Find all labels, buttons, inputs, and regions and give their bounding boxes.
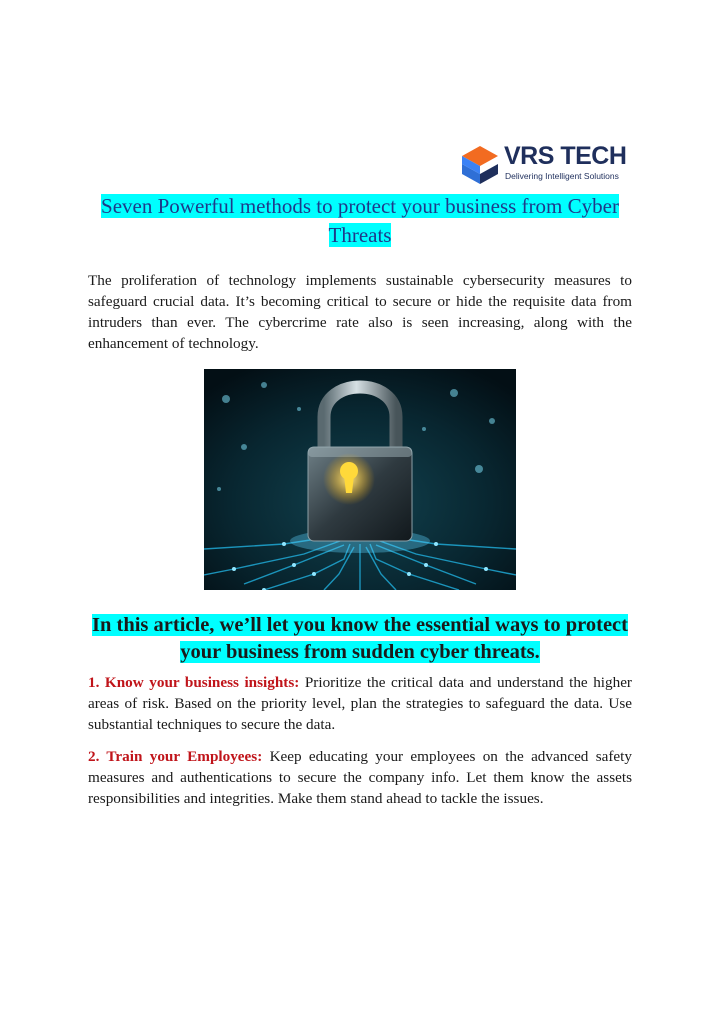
section-subheading-text: In this article, we’ll let you know the essential ways to protect your business from sudden cyber threats. (92, 614, 628, 663)
page-title (88, 192, 632, 250)
brand-name: VRS TECH (504, 142, 627, 170)
section-subheading (92, 612, 628, 666)
point-1 (88, 672, 632, 735)
point-1-text: Prioritize the critical data and understand the higher areas of risk. Based on the priority level, plan the strategies to safeguard the data. Use substantial techniques to secure the data. (88, 674, 632, 733)
vrs-logo-icon (460, 142, 500, 186)
point-1-label: 1. Know your business insights: (88, 674, 300, 691)
padlock-circuit-image (204, 369, 516, 590)
point-2 (88, 746, 632, 809)
point-2-label: 2. Train your Employees: (88, 748, 263, 765)
point-2-text: Keep educating your employees on the advanced safety measures and authentications to secure the company info. Let them know the assets responsibilities and integrities. Make them stand ahead to tackle the issues. (88, 748, 632, 807)
intro-paragraph: The proliferation of technology implements sustainable cybersecurity measures to safeguard crucial data. It’s becoming critical to secure or hide the requisite data from intruders than ever. The cybercrime rate also is seen increasing, along with the enhancement of technology. (88, 272, 632, 352)
page-title-text: Seven Powerful methods to protect your business from Cyber Threats (101, 194, 619, 247)
brand-logo (460, 140, 630, 188)
brand-tagline: Delivering Intelligent Solutions (505, 171, 619, 181)
